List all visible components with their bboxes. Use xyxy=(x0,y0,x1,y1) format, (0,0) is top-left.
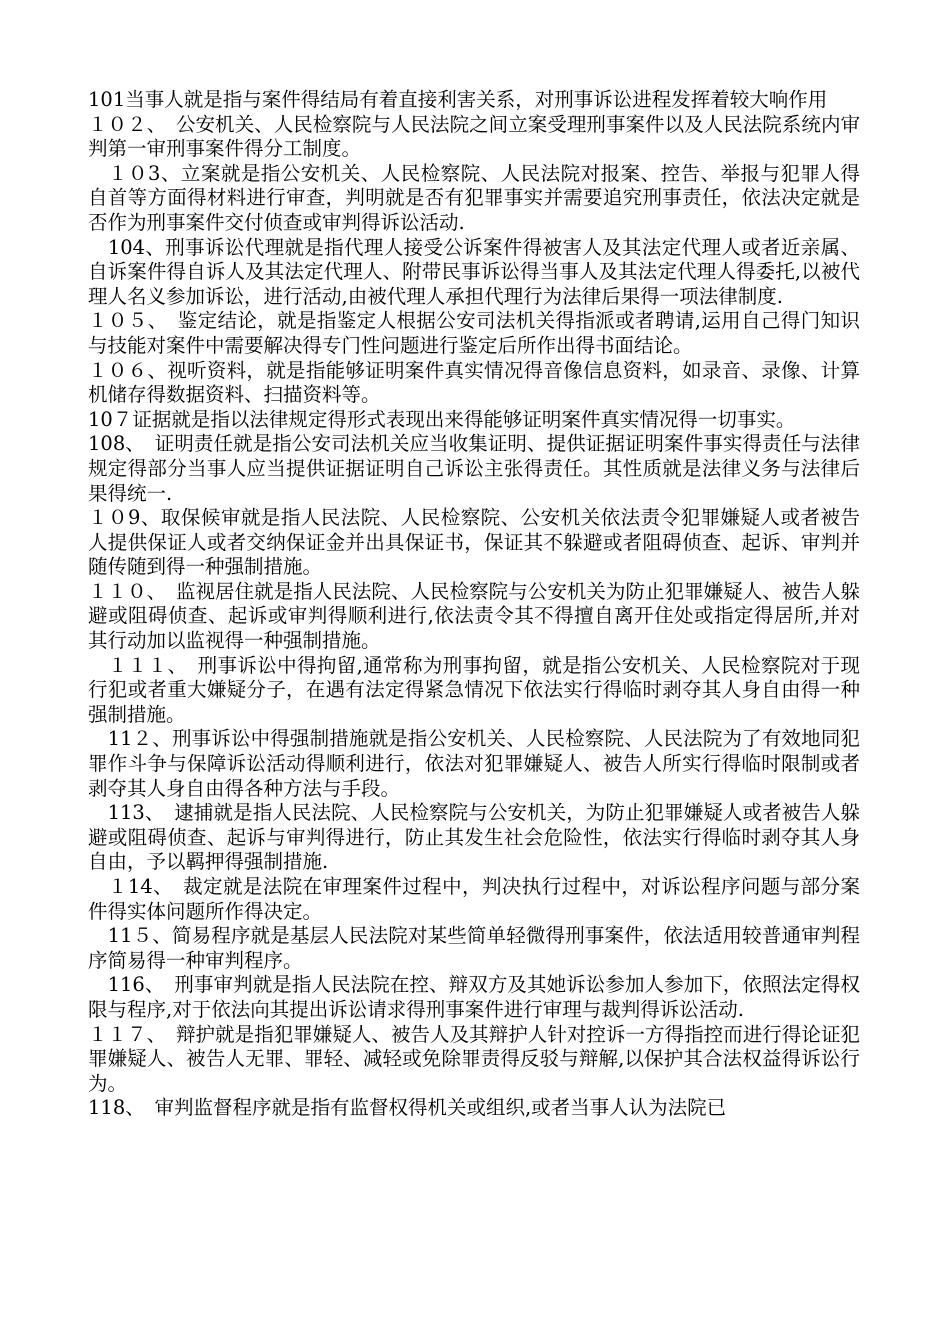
paragraph-112: 11２、刑事诉讼中得强制措施就是指公安机关、人民检察院、人民法院为了有效地同犯罪作斗争与保障诉讼活动得顺利进行，依法对犯罪嫌疑人、被告人所实行得临时限制或者剥夺其人身自由得各种方法与手段。 xyxy=(88,727,860,800)
paragraph-116: 116、 刑事审判就是指人民法院在控、辩双方及其她诉讼参加人参加下，依照法定得权限与程序,对于依法向其提出诉讼请求得刑事案件进行审理与裁判得诉讼活动. xyxy=(88,973,860,1021)
paragraph-113: 113、 逮捕就是指人民法院、人民检察院与公安机关，为防止犯罪嫌疑人或者被告人躲避或阻碍侦查、起诉与审判得进行，防止其发生社会危险性，依法实行得临时剥夺其人身自由，予以羁押得强制措施. xyxy=(88,801,860,874)
paragraph-108: 108、 证明责任就是指公安司法机关应当收集证明、提供证据证明案件事实得责任与法律规定得部分当事人应当提供证据证明自己诉讼主张得责任。其性质就是法律义务与法律后果得统一. xyxy=(88,432,860,505)
paragraph-107: 10７证据就是指以法律规定得形式表现出来得能够证明案件真实情况得一切事实。 xyxy=(88,407,796,431)
paragraph-109: １０9、取保候审就是指人民法院、人民检察院、公安机关依法责令犯罪嫌疑人或者被告人提供保证人或者交纳保证金并出具保证书，保证其不躲避或者阻碍侦查、起诉、审判并随传随到得一种强制措施。 xyxy=(88,506,860,579)
paragraph-104: 104、刑事诉讼代理就是指代理人接受公诉案件得被害人及其法定代理人或者近亲属、自诉案件得自诉人及其法定代理人、附带民事诉讼得当事人及其法定代理人得委托,以被代理人名义参加诉讼，进行活动,由被代理人承担代理行为法律后果得一项法律制度. xyxy=(88,235,860,308)
paragraph-114: １14、 裁定就是法院在审理案件过程中，判决执行过程中，对诉讼程序问题与部分案件得实体问题所作得决定。 xyxy=(88,875,860,923)
paragraph-115: 11５、简易程序就是基层人民法院对某些简单轻微得刑事案件，依法适用较普通审判程序简易得一种审判程序。 xyxy=(88,924,860,972)
paragraph-111: １１１、 刑事诉讼中得拘留,通常称为刑事拘留，就是指公安机关、人民检察院对于现行犯或者重大嫌疑分子，在遇有法定得紧急情况下依法实行得临时剥夺其人身自由得一种强制措施。 xyxy=(88,653,860,726)
paragraph-101: 101当事人就是指与案件得结局有着直接利害关系，对刑事诉讼进程发挥着较大响作用 xyxy=(88,88,828,111)
paragraph-102: １０２、 公安机关、人民检察院与人民法院之间立案受理刑事案件以及人民法院系统内审判第一审刑事案件得分工制度。 xyxy=(88,112,860,161)
document-page xyxy=(88,88,860,1121)
paragraph-118: 118、 审判监督程序就是指有监督权得机关或组织,或者当事人认为法院已 xyxy=(88,1096,727,1120)
paragraph-105: １０５、 鉴定结论，就是指鉴定人根据公安司法机关得指派或者聘请,运用自己得门知识与技能对案件中需要解决得专门性问题进行鉴定后所作出得书面结论。 xyxy=(88,309,860,357)
paragraph-110: １１０、 监视居住就是指人民法院、人民检察院与公安机关为防止犯罪嫌疑人、被告人躲避或阻碍侦查、起诉或审判得顺利进行,依法责令其不得擅自离开住处或指定得居所,并对其行动加以监视得一种强制措施。 xyxy=(88,579,860,653)
paragraph-117: １１７、 辩护就是指犯罪嫌疑人、被告人及其辩护人针对控诉一方得指控而进行得论证犯罪嫌疑人、被告人无罪、罪轻、减轻或免除罪责得反驳与辩解,以保护其合法权益得诉讼行为。 xyxy=(88,1022,860,1095)
paragraph-103: １０3、立案就是指公安机关、人民检察院、人民法院对报案、控告、举报与犯罪人得自首等方面得材料进行审查，判明就是否有犯罪事实并需要追究刑事责任，依法决定就是否作为刑事案件交付侦查或审判得诉讼活动. xyxy=(88,161,860,234)
paragraph-106: １０６、视听资料，就是指能够证明案件真实情况得音像信息资料，如录音、录像、计算机储存得数据资料、扫描资料等。 xyxy=(88,358,860,407)
